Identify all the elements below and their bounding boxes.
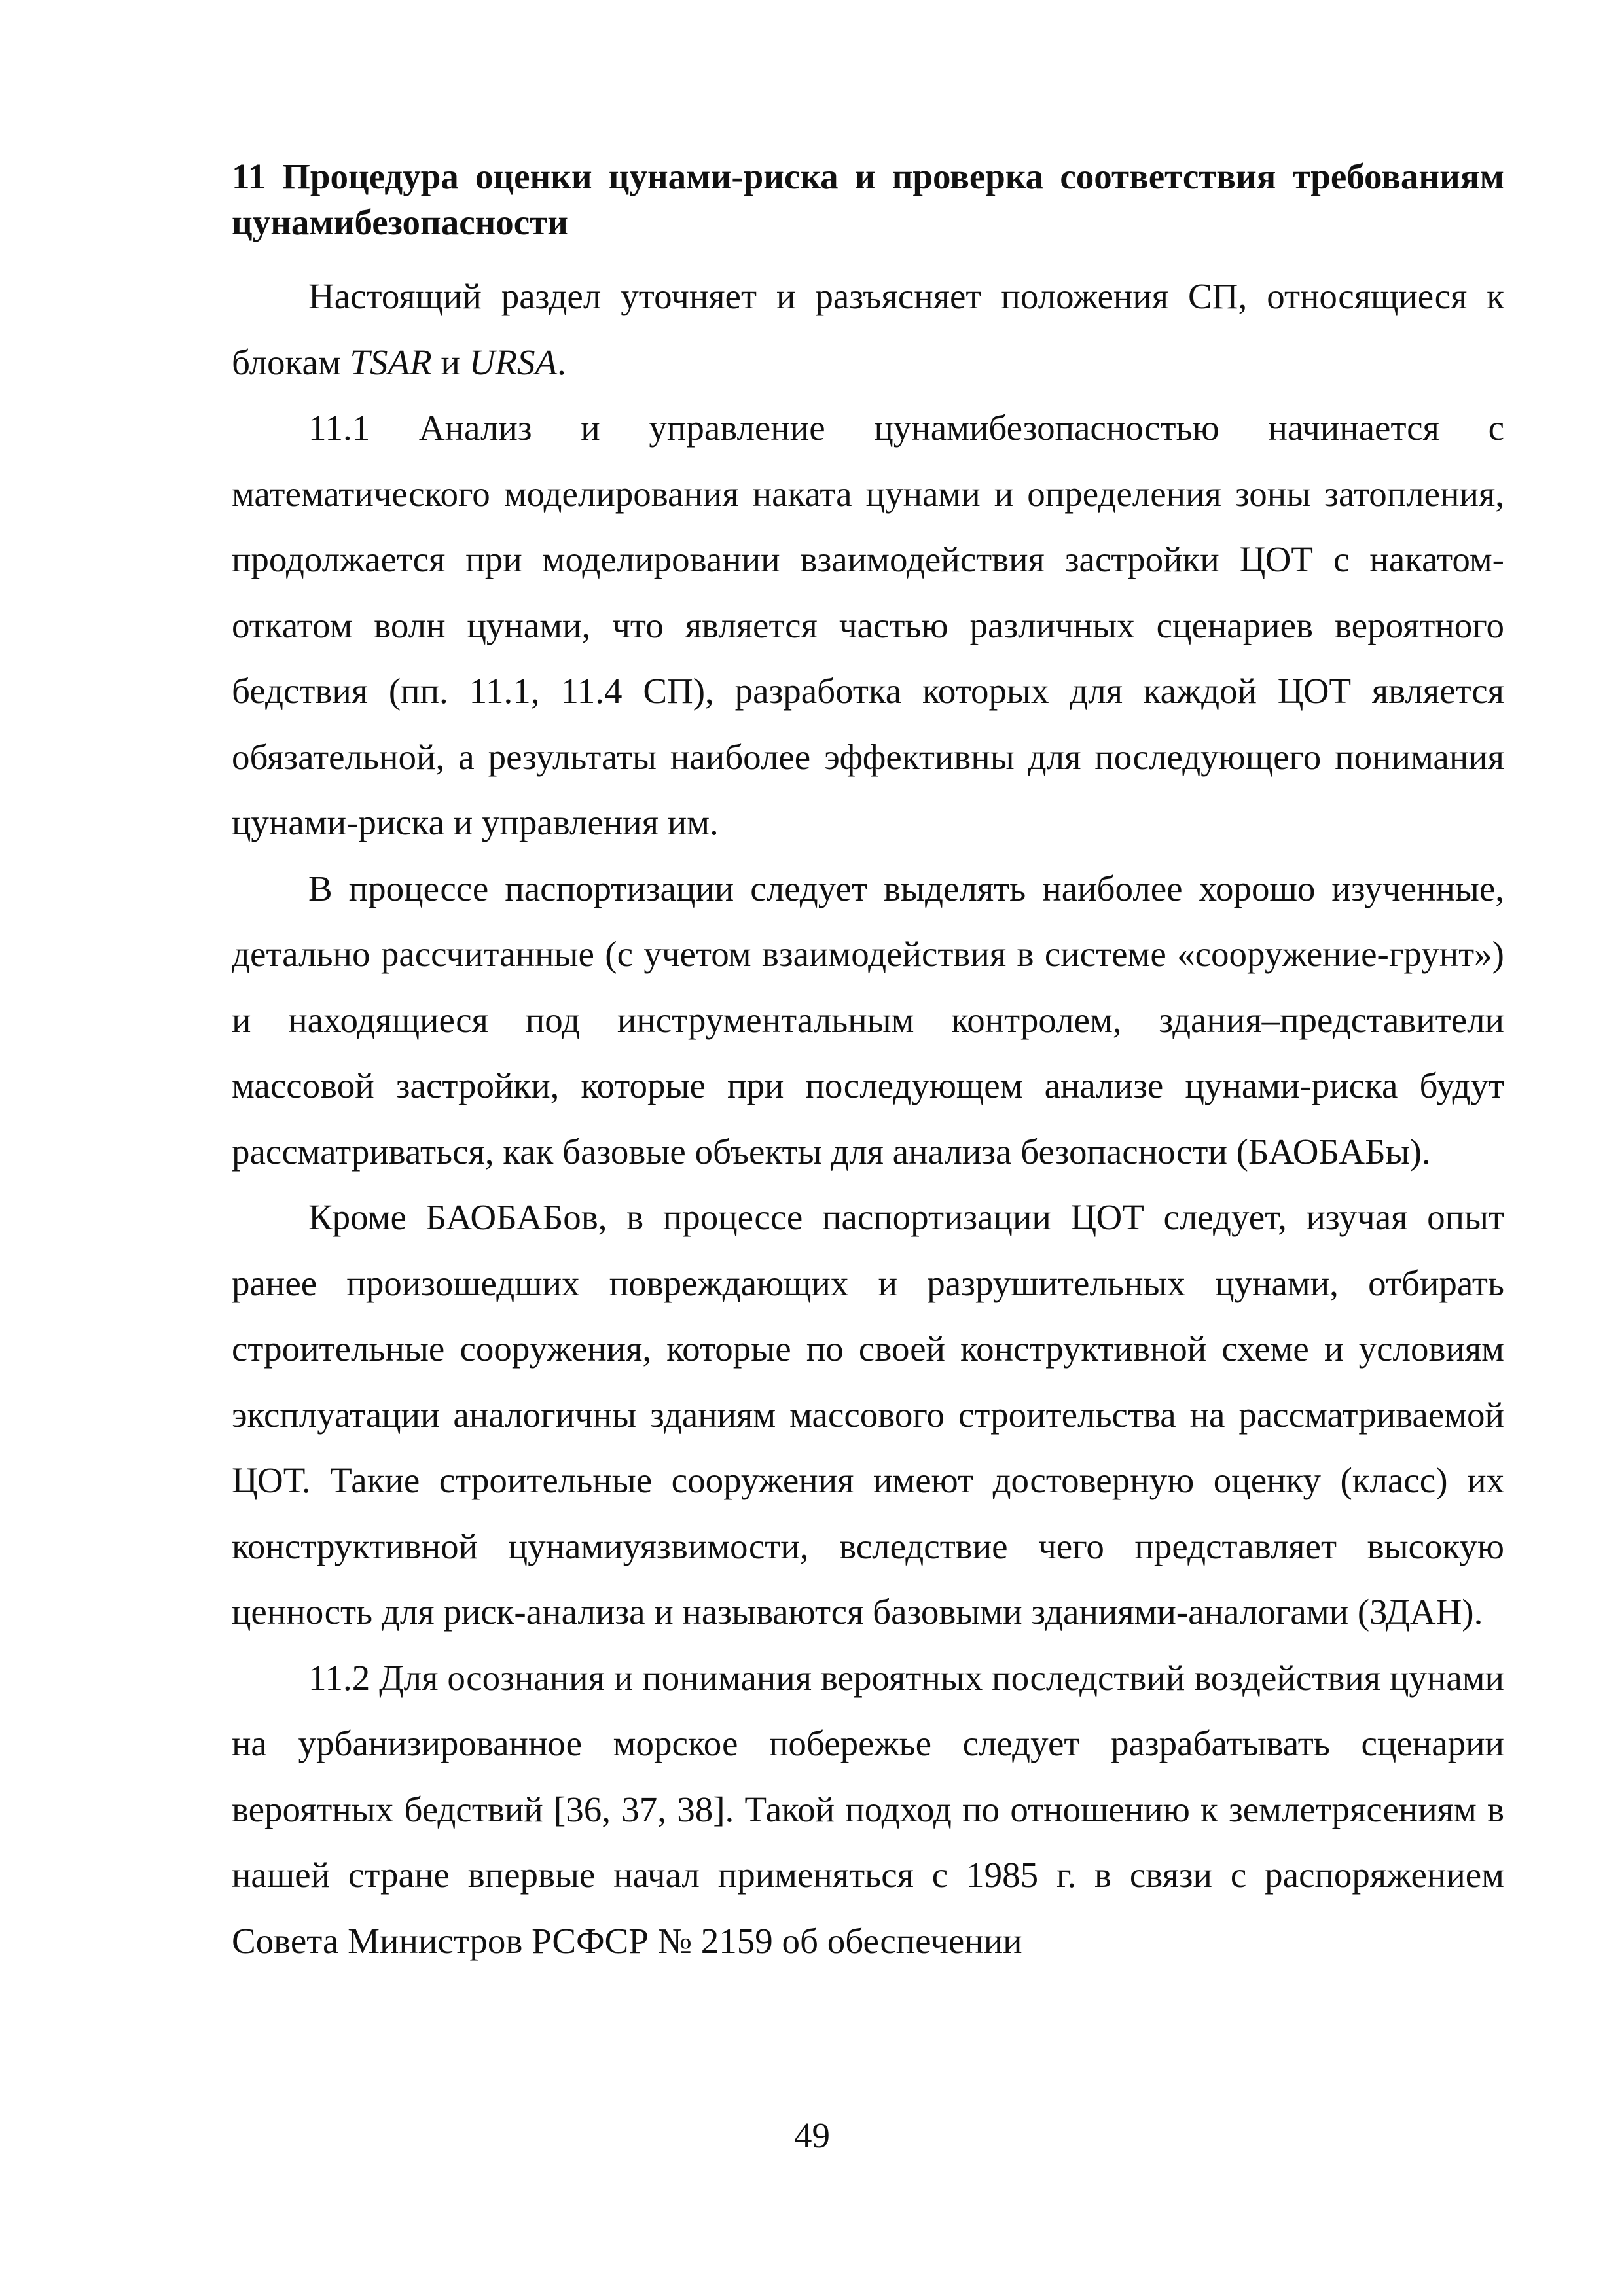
intro-connector: и — [431, 342, 469, 382]
tsar-term: TSAR — [350, 342, 432, 382]
paragraph-11-2: 11.2 Для осознания и понимания вероятных последствий воздействия цунами на урбанизированное морское побережье следует разрабатывать сценарии вероятных бедствий [36, 37, 38]. Такой подход по отношению к землетрясениям в нашей стране впервые начал применяться с 1985 г. в связи с распоряжением Совета Министров РСФСР № 2159 об обеспечении — [232, 1657, 1504, 1961]
ursa-term: URSA — [469, 342, 558, 382]
document-page — [232, 154, 1504, 1974]
intro-end: . — [557, 342, 566, 382]
paragraph-baobab: Кроме БАОБАБов, в процессе паспортизации ЦОТ следует, изучая опыт ранее произошедших повреждающих и разрушительных цунами, отбирать строительные сооружения, которые по своей конструктивной схеме и условиям эксплуатации аналогичны зданиям массового строительства на рассматриваемой ЦОТ. Такие строительные сооружения имеют достоверную оценку (класс) их конструктивной цунамиуязвимости, вследствие чего представляет высокую ценность для риск-анализа и называются базовыми зданиями-аналогами (ЗДАН). — [232, 1197, 1504, 1632]
paragraph-passport: В процессе паспортизации следует выделять наиболее хорошо изученные, детально рассчитанные (с учетом взаимодействия в системе «сооружение-грунт») и находящиеся под инструментальным контролем, здания–представители массовой застройки, которые при последующем анализе цунами-риска будут рассматриваться, как базовые объекты для анализа безопасности (БАОБАБы). — [232, 868, 1504, 1172]
paragraph-11-1: 11.1 Анализ и управление цунамибезопасностью начинается с математического моделирования наката цунами и определения зоны затопления, продолжается при моделировании взаимодействия застройки ЦОТ с накатом-откатом волн цунами, что является частью различных сценариев вероятного бедствия (пп. 11.1, 11.4 СП), разработка которых для каждой ЦОТ является обязательной, а результаты наиболее эффективны для последующего понимания цунами-риска и управления им. — [232, 408, 1504, 842]
intro-text: Настоящий раздел уточняет и разъясняет положения СП, относящиеся к блокам — [232, 276, 1504, 382]
intro-paragraph — [232, 264, 1504, 395]
page-number: 49 — [794, 2115, 830, 2155]
section-heading: 11 Процедура оценки цунами-риска и проверка соответствия требованиям цунамибезопасности — [232, 156, 1504, 242]
